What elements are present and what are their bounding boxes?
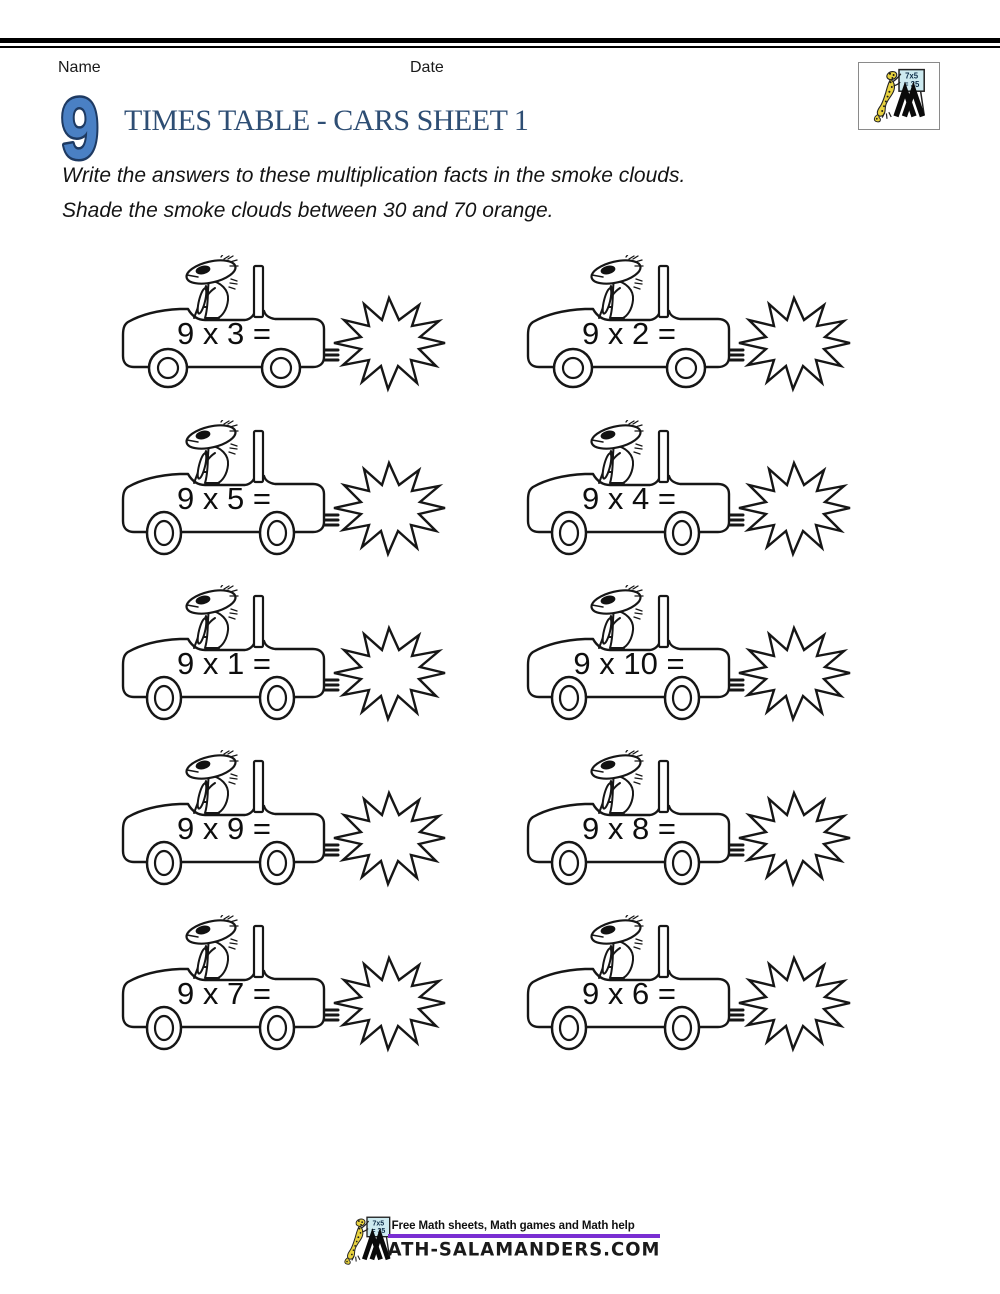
smoke-cloud-answer-area[interactable]: [739, 628, 850, 719]
smoke-cloud-answer-area[interactable]: [739, 463, 850, 554]
car-problem-unit-4: [523, 420, 863, 565]
car-problem-unit-8: [523, 750, 863, 895]
footer-brand: [0, 1214, 1000, 1268]
multiplication-fact: 9 x 8 =: [582, 811, 676, 846]
smoke-cloud-answer-area[interactable]: [739, 793, 850, 884]
footer-purple-rule: [388, 1234, 661, 1238]
smoke-cloud-answer-area[interactable]: [334, 463, 445, 554]
smoke-cloud-answer-area[interactable]: [334, 298, 445, 389]
multiplication-fact: 9 x 9 =: [177, 811, 271, 846]
multiplication-fact: 9 x 2 =: [582, 316, 676, 351]
footer-text-column: [388, 1214, 661, 1260]
header-divider: [0, 38, 1000, 48]
footer-wordmark: ATH-SALAMANDERS.COM: [387, 1238, 661, 1261]
multiplication-fact: 9 x 3 =: [177, 316, 271, 351]
big-number-nine: [56, 80, 134, 177]
multiplication-fact: 9 x 1 =: [177, 646, 271, 681]
smoke-cloud-answer-area[interactable]: [334, 958, 445, 1049]
problems-grid: [118, 255, 863, 1060]
math-salamanders-logo: [858, 62, 940, 130]
smoke-cloud-answer-area[interactable]: [334, 793, 445, 884]
footer-inner: [340, 1214, 661, 1268]
smoke-cloud-answer-area[interactable]: [739, 298, 850, 389]
multiplication-fact: 9 x 10 =: [573, 646, 685, 681]
car-problem-unit-10: [523, 915, 863, 1060]
footer-tagline: Free Math sheets, Math games and Math help: [391, 1220, 635, 1232]
salamander-logo-icon: [863, 66, 935, 126]
date-label: Date: [410, 59, 444, 76]
instruction-line-2: Shade the smoke clouds between 30 and 70 orange.: [62, 199, 554, 222]
car-problem-unit-6: [523, 585, 863, 730]
multiplication-fact: 9 x 5 =: [177, 481, 271, 516]
car-problem-unit-2: [523, 255, 863, 400]
instruction-line-1: Write the answers to these multiplication facts in the smoke clouds.: [62, 164, 686, 187]
car-problem-unit-7: [118, 750, 458, 895]
multiplication-fact: 9 x 7 =: [177, 976, 271, 1011]
car-problem-unit-5: [118, 585, 458, 730]
footer-salamander-logo-icon: [340, 1214, 394, 1268]
name-label: Name: [58, 59, 101, 76]
multiplication-fact: 9 x 4 =: [582, 481, 676, 516]
smoke-cloud-answer-area[interactable]: [334, 628, 445, 719]
car-problem-unit-9: [118, 915, 458, 1060]
car-problem-unit-3: [118, 420, 458, 565]
car-problem-unit-1: [118, 255, 458, 400]
big-nine-graphic: [56, 80, 134, 172]
big-nine-text: 9: [60, 80, 100, 172]
multiplication-fact: 9 x 6 =: [582, 976, 676, 1011]
smoke-cloud-answer-area[interactable]: [739, 958, 850, 1049]
page-title: TIMES TABLE - CARS SHEET 1: [124, 104, 529, 137]
